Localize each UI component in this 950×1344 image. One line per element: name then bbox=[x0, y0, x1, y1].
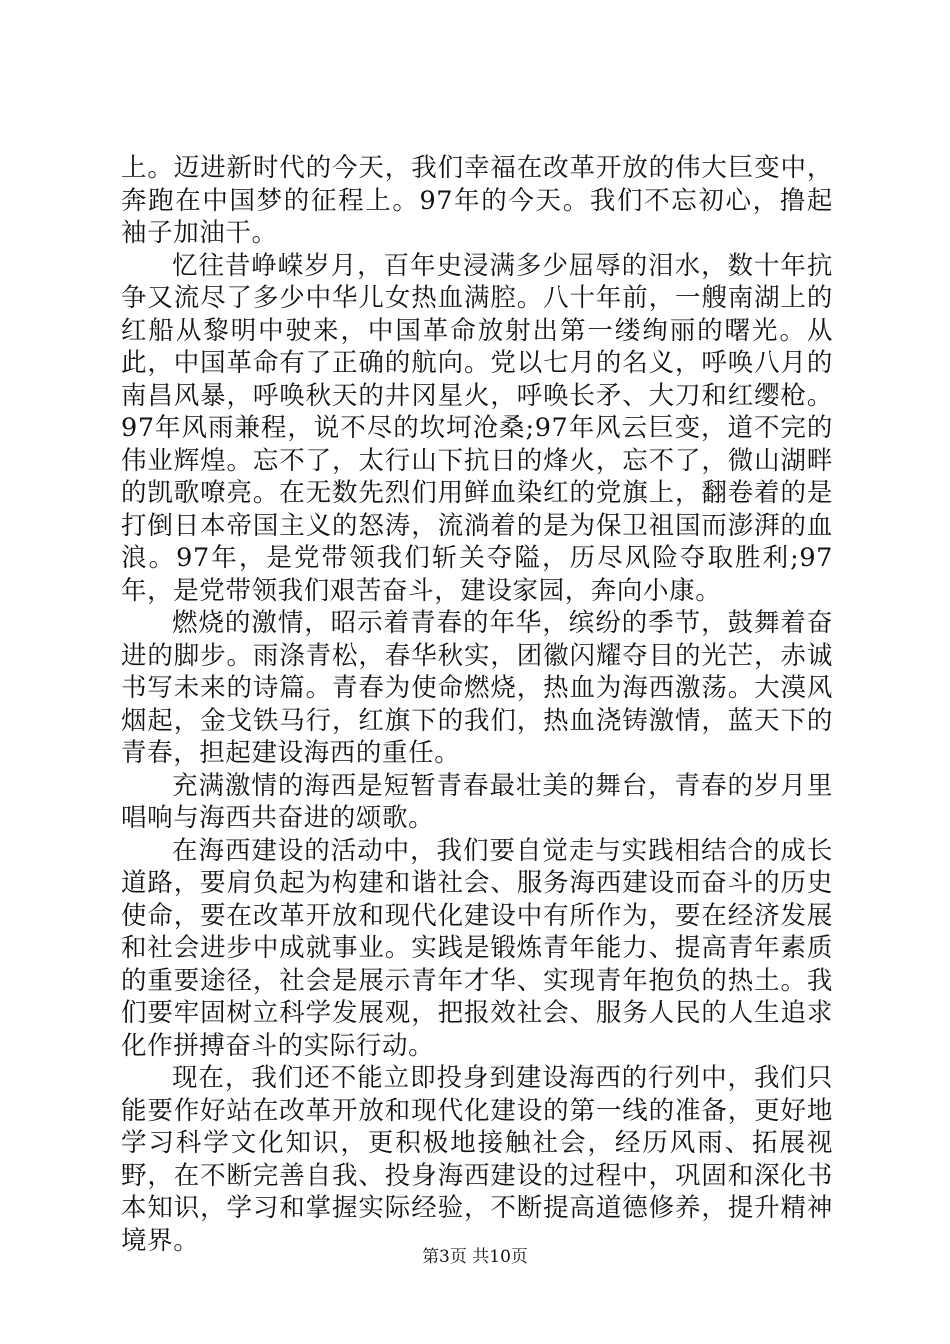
paragraph-haixi-construction: 在海西建设的活动中，我们要自觉走与实践相结合的成长道路，要肩负起为构建和谐社会、服务海西建设而奋斗的历史使命，要在改革开放和现代化建设中有所作为，要在经济发展和社会进步中成就事业。实践是锻炼青年能力、提高青年素质的重要途径，社会是展示青年才华、实现青年抱负的热土。我们要牢固树立科学发展观，把报效社会、服务人民的人生追求化作拼搏奋斗的实际行动。 bbox=[121, 835, 833, 1061]
paragraph-passion: 燃烧的激情，昭示着青春的年华，缤纷的季节，鼓舞着奋进的脚步。雨涤青松，春华秋实，团徽闪耀夺目的光芒，赤诚书写未来的诗篇。青春为使命燃烧，热血为海西激荡。大漠风烟起，金戈铁马行，红旗下的我们，热血浇铸激情，蓝天下的青春，担起建设海西的重任。 bbox=[121, 608, 833, 768]
paragraph-history: 忆往昔峥嵘岁月，百年史浸满多少屈辱的泪水，数十年抗争又流尽了多少中华儿女热血满腔。八十年前，一艘南湖上的红船从黎明中驶来，中国革命放射出第一缕绚丽的曙光。从此，中国革命有了正确的航向。党以七月的名义，呼唤八月的南昌风暴，呼唤秋天的井冈星火，呼唤长矛、大刀和红缨枪。97年风雨兼程，说不尽的坎坷沧桑;97年风云巨变，道不完的伟业辉煌。忘不了，太行山下抗日的烽火，忘不了，微山湖畔的凯歌嘹亮。在无数先烈们用鲜血染红的党旗上，翻卷着的是打倒日本帝国主义的怒涛，流淌着的是为保卫祖国而澎湃的血浪。97年，是党带领我们斩关夺隘，历尽风险夺取胜利;97年，是党带领我们艰苦奋斗，建设家园，奔向小康。 bbox=[121, 250, 833, 606]
document-body bbox=[121, 152, 833, 1257]
paragraph-haixi-stage: 充满激情的海西是短暂青春最壮美的舞台，青春的岁月里唱响与海西共奋进的颂歌。 bbox=[121, 770, 833, 833]
page-number-footer: 第3页 共10页 bbox=[422, 1247, 528, 1267]
paragraph-continuation: 上。迈进新时代的今天，我们幸福在改革开放的伟大巨变中，奔跑在中国梦的征程上。97年的今天。我们不忘初心，撸起袖子加油干。 bbox=[121, 153, 833, 248]
paragraph-now: 现在，我们还不能立即投身到建设海西的行列中，我们只能要作好站在改革开放和现代化建设的第一线的准备，更好地学习科学文化知识，更积极地接触社会，经历风雨、拓展视野，在不断完善自我、投身海西建设的过程中，巩固和深化书本知识，学习和掌握实际经验，不断提高道德修养，提升精神境界。 bbox=[121, 1063, 833, 1256]
